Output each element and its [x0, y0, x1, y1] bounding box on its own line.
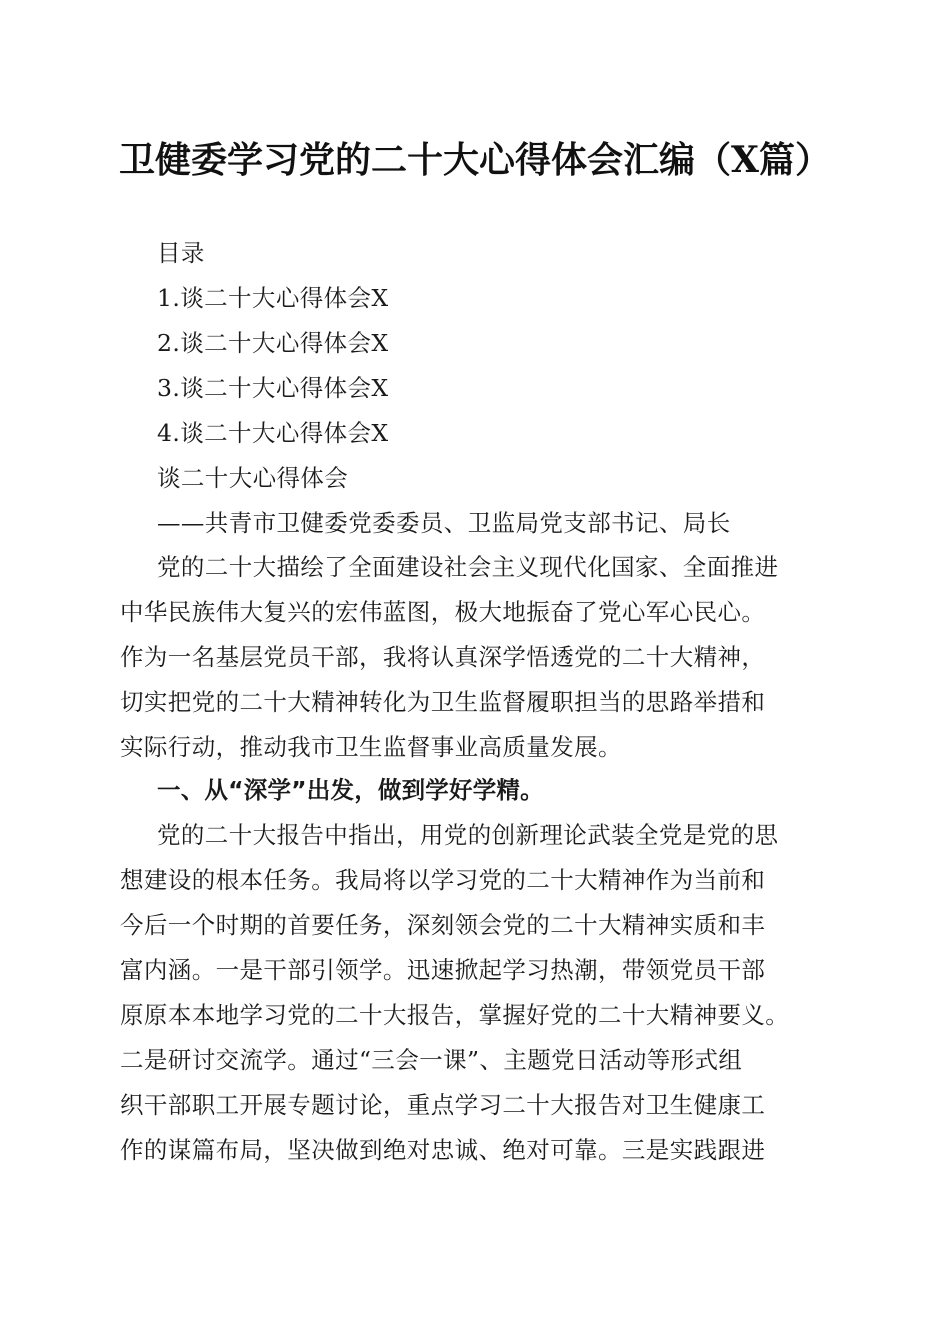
toc-item-3: 3.谈二十大心得体会X [157, 374, 389, 402]
toc-item-1: 1.谈二十大心得体会X [157, 284, 389, 312]
section1-line-2: 想建设的根本任务。我局将以学习党的二十大精神作为当前和 [120, 866, 766, 894]
section1-line-1: 党的二十大报告中指出，用党的创新理论武装全党是党的思 [157, 821, 779, 849]
section1-line-5: 原原本本地学习党的二十大报告，掌握好党的二十大精神要义。 [120, 1001, 790, 1029]
section1-line-6: 二是研讨交流学。通过“三会一课”、主题党日活动等形式组 [120, 1046, 743, 1074]
intro-line-5: 实际行动，推动我市卫生监督事业高质量发展。 [120, 733, 622, 761]
document-title: 卫健委学习党的二十大心得体会汇编（X篇） [119, 139, 831, 181]
intro-line-3: 作为一名基层党员干部，我将认真深学悟透党的二十大精神， [120, 643, 766, 671]
section1-line-3: 今后一个时期的首要任务，深刻领会党的二十大精神实质和丰 [120, 911, 766, 939]
intro-line-4: 切实把党的二十大精神转化为卫生监督履职担当的思路举措和 [120, 688, 766, 716]
article-title: 谈二十大心得体会 [157, 464, 349, 492]
toc-item-4: 4.谈二十大心得体会X [157, 419, 389, 447]
section1-line-4: 富内涵。一是干部引领学。迅速掀起学习热潮，带领党员干部 [120, 956, 766, 984]
section1-line-7: 织干部职工开展专题讨论，重点学习二十大报告对卫生健康工 [120, 1091, 766, 1119]
toc-item-2: 2.谈二十大心得体会X [157, 329, 389, 357]
section-heading-1: 一、从“深学”出发，做到学好学精。 [157, 776, 544, 804]
section1-line-8: 作的谋篇布局，坚决做到绝对忠诚、绝对可靠。三是实践跟进 [120, 1136, 766, 1164]
intro-line-2: 中华民族伟大复兴的宏伟蓝图，极大地振奋了党心军心民心。 [120, 598, 766, 626]
toc-heading: 目录 [157, 239, 205, 267]
intro-line-1: 党的二十大描绘了全面建设社会主义现代化国家、全面推进 [157, 553, 779, 581]
article-author: ——共青市卫健委党委委员、卫监局党支部书记、局长 [157, 509, 731, 537]
